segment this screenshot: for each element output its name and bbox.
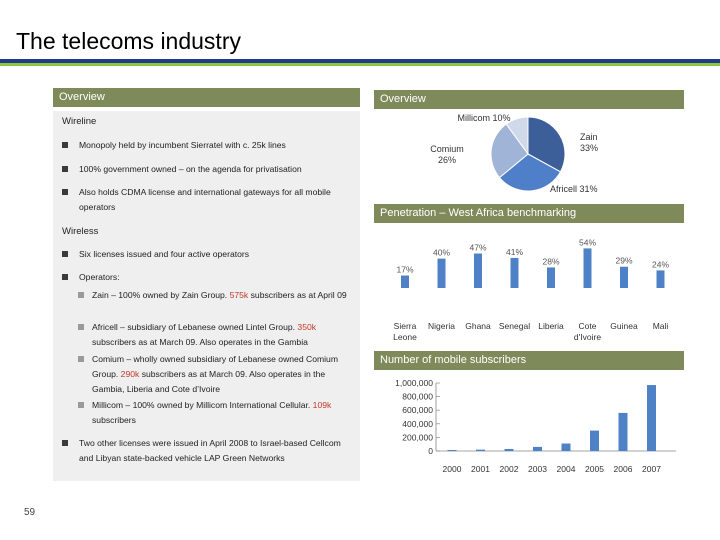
penetration-category-label: Senegal <box>498 321 531 331</box>
wireline-bullet-1 <box>62 138 352 153</box>
penetration-value-label: 47% <box>469 242 487 253</box>
bullet-text: Two other licenses were issued in April 2008 to Israel-based Cellcom and Libyan state-backed vehicle LAP Green Networks <box>79 438 341 463</box>
penetration-category-label: Leone <box>393 332 417 342</box>
page-title: The telecoms industry <box>16 28 241 54</box>
penetration-value-label: 54% <box>578 237 597 248</box>
penetration-category-label: Ghana <box>465 321 491 331</box>
penetration-bar <box>474 254 482 288</box>
pie-label-line: Comium <box>430 144 464 154</box>
penetration-header: Penetration – West Africa benchmarking <box>374 204 684 223</box>
subscribers-bar <box>533 447 542 451</box>
market-share-pie-chart <box>374 110 684 202</box>
subscribers-year-label: 2001 <box>471 464 490 474</box>
left-overview-header: Overview <box>53 88 360 107</box>
operator-millicom <box>78 398 358 428</box>
penetration-category-label: Sierra <box>393 321 417 331</box>
bullet-square-icon <box>62 189 68 195</box>
sub-bullet-square-icon <box>78 402 84 408</box>
wireline-bullet-3 <box>62 185 352 215</box>
subscribers-year-label: 2004 <box>556 464 576 474</box>
operator-comium <box>78 352 348 397</box>
pie-label-line: Zain <box>580 132 598 142</box>
operator-text-end: subscribers <box>92 415 136 425</box>
subscribers-bar-chart <box>374 374 684 478</box>
subscribers-ytick-label: 400,000 <box>402 418 433 429</box>
operator-zain <box>78 288 356 303</box>
bullet-text: 100% government owned – on the agenda for privatisation <box>79 164 302 174</box>
subscribers-year-label: 2000 <box>442 464 462 474</box>
subscriber-count: 350k <box>297 322 317 332</box>
subscribers-ytick-label: 1,000,000 <box>395 378 433 388</box>
penetration-bar <box>401 276 409 288</box>
pie-label-line: Africell 31% <box>550 184 598 194</box>
wireless-bullet-1 <box>62 247 352 262</box>
subscriber-count: 109k <box>312 400 332 410</box>
penetration-category-label: Liberia <box>538 321 564 331</box>
subscribers-year-label: 2005 <box>585 464 604 474</box>
pie-label-zain <box>580 132 598 153</box>
subscriber-count: 575k <box>229 290 249 300</box>
operator-text: Africell – subsidiary of Lebanese owned Lintel Group. <box>92 322 298 332</box>
subscribers-ytick-label: 600,000 <box>402 405 433 416</box>
subscribers-bar <box>590 431 599 451</box>
subscribers-bar <box>647 385 656 451</box>
operator-africell <box>78 320 356 350</box>
bullet-square-icon <box>62 142 68 148</box>
penetration-bar <box>438 259 446 288</box>
subscribers-bar <box>505 449 514 451</box>
pie-label-line: Millicom 10% <box>457 113 511 123</box>
operator-text-end: subscribers as at March 09. Also operates in the Gambia <box>92 337 308 347</box>
bullet-square-icon <box>62 166 68 172</box>
pie-label-africell <box>550 184 598 194</box>
bullet-square-icon <box>62 440 68 446</box>
subscribers-ytick-label: 200,000 <box>402 432 433 443</box>
operator-text-end: subscribers as at April 09 <box>248 290 347 300</box>
bullet-square-icon <box>62 251 68 257</box>
subscribers-ytick-label: 800,000 <box>402 391 433 402</box>
bullet-text: Six licenses issued and four active operators <box>79 249 250 259</box>
subscribers-year-label: 2006 <box>613 464 633 474</box>
operator-text: Comium – wholly owned subsidiary of Lebanese owned Comium Group. <box>92 354 339 379</box>
penetration-bar-chart <box>384 237 684 350</box>
subscribers-bar <box>448 450 457 451</box>
sub-bullet-square-icon <box>78 292 84 298</box>
penetration-value-label: 28% <box>542 256 560 267</box>
operator-text-end: subscribers as at March 09. Also operates in the Gambia, Liberia and Cote d’Ivoire <box>92 369 326 394</box>
operator-text: Millicom – 100% owned by Millicom International Cellular. <box>92 400 313 410</box>
penetration-category-label: Guinea <box>610 321 638 331</box>
sub-bullet-square-icon <box>78 356 84 362</box>
operator-text: Zain – 100% owned by Zain Group. <box>92 290 230 300</box>
wireless-bullet-3 <box>62 436 354 466</box>
wireless-label: Wireless <box>62 226 99 237</box>
penetration-bar <box>584 248 592 288</box>
penetration-category-label: Mali <box>652 321 669 331</box>
subscribers-header: Number of mobile subscribers <box>374 351 684 370</box>
wireless-bullet-2 <box>62 270 352 285</box>
penetration-bar <box>511 258 519 288</box>
penetration-bar <box>547 267 555 288</box>
subscribers-year-label: 2003 <box>528 464 547 474</box>
bullet-text: Monopoly held by incumbent Sierratel with c. 25k lines <box>79 140 286 150</box>
penetration-category-label: Cote <box>578 321 597 331</box>
wireline-bullet-2 <box>62 162 352 177</box>
bullet-text: Also holds CDMA license and international gateways for all mobile operators <box>79 187 331 212</box>
pie-label-comium <box>430 144 464 165</box>
bullet-text: Operators: <box>79 272 120 282</box>
penetration-value-label: 29% <box>615 255 633 266</box>
subscribers-ytick-label: 0 <box>428 446 433 456</box>
penetration-category-label: Nigeria <box>428 321 455 331</box>
penetration-value-label: 41% <box>505 246 524 257</box>
title-rule-green <box>0 63 720 66</box>
right-overview-header: Overview <box>374 90 684 109</box>
pie-label-line: 26% <box>437 155 457 165</box>
penetration-bar <box>657 270 665 288</box>
bullet-square-icon <box>62 274 68 280</box>
sub-bullet-square-icon <box>78 324 84 330</box>
subscribers-bar <box>476 450 485 451</box>
penetration-bar <box>620 267 628 288</box>
pie-label-millicom <box>457 113 510 123</box>
wireline-label: Wireline <box>62 116 97 127</box>
subscribers-year-label: 2007 <box>642 464 661 474</box>
subscribers-bar <box>619 413 628 451</box>
penetration-value-label: 40% <box>432 247 451 258</box>
penetration-value-label: 17% <box>396 264 414 275</box>
page-number: 59 <box>24 507 36 518</box>
penetration-value-label: 24% <box>651 259 670 270</box>
subscribers-year-label: 2002 <box>499 464 519 474</box>
subscriber-count: 290k <box>120 369 140 379</box>
pie-label-line: 33% <box>580 143 599 153</box>
penetration-category-label: d'Ivoire <box>573 332 602 342</box>
subscribers-bar <box>562 444 571 451</box>
